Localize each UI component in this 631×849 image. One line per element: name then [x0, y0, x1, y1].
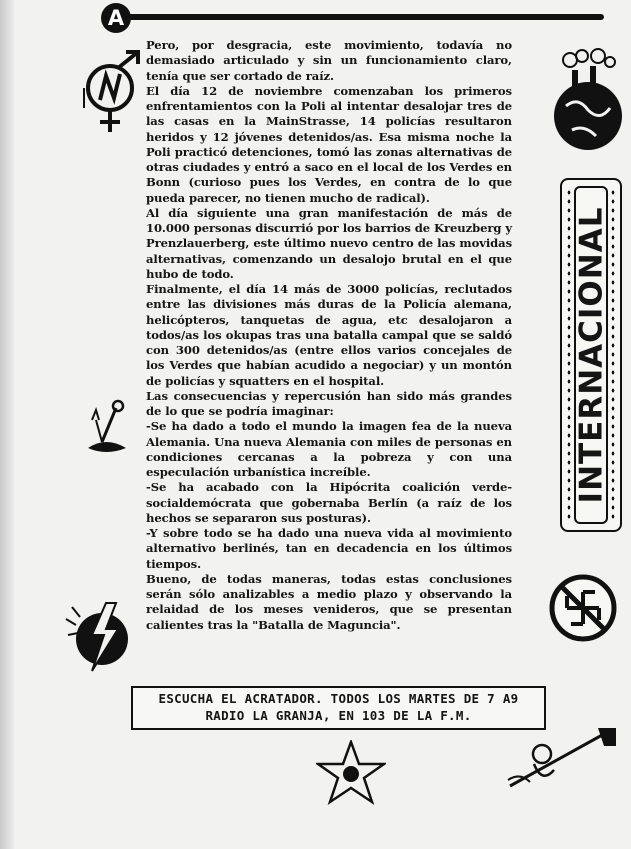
radio-notice-line-2: RADIO LA GRANJA, EN 103 DE LA F.M.	[205, 708, 472, 723]
star-icon	[316, 740, 386, 806]
banner-frame	[574, 186, 608, 524]
radio-notice-line-1: ESCUCHA EL ACRATADOR. TODOS LOS MARTES DE 7 A9	[158, 691, 519, 706]
article-paragraph: Pero, por desgracia, este movimiento, todavía no demasiado articulado y sin un funcionamiento claro, tenía que ser cortado de raíz.	[146, 38, 512, 83]
article-paragraph: Bueno, de todas maneras, todas estas conclusiones serán sólo analizables a medio plazo y observando la relaidad de los meses venideros, que se presentan calientes tras la "Batalla de Maguncia".	[146, 571, 512, 632]
banner-dots-right	[610, 188, 616, 522]
globe-factory-icon	[548, 46, 626, 156]
no-swastika-icon	[547, 572, 619, 644]
article-paragraph: El día 12 de noviembre comenzaban los primeros enfrentamientos con la Poli al intentar desalojar tres de las casas en la MainStrasse, 14 policías resultaron heridos y 12 jóvenes detenidos/as. Esa misma noche la Poli practicó detenciones, tomó las zonas alternativas de otras ciudades y entró a saco en el local de los Verdes en Bonn (curioso pues los Verdes, en contra de lo que pueda parecer, no tienen mucho de radical).	[146, 83, 512, 205]
article-paragraph: -Se ha dado a todo el mundo la imagen fea de la nueva Alemania. Una nueva Alemania con miles de personas en condiciones cercanas a la pobreza y con una especulación urbanística increíble.	[146, 419, 512, 479]
lightning-fist-icon	[62, 595, 132, 675]
flag-bearer-icon	[500, 724, 620, 794]
anarchy-a-icon: A	[101, 3, 131, 33]
banner-label: INTERNACIONAL	[573, 206, 609, 504]
article-paragraph: -Se ha acabado con la Hipócrita coalición verde-socialdemócrata que gobernaba Berlín (a raíz de los hechos se separaron sus posturas).	[146, 480, 512, 525]
dagger-candle-icon	[80, 398, 136, 460]
radio-notice	[131, 686, 546, 730]
anarcha-feminist-icon	[80, 48, 146, 138]
article-paragraph: Al día siguiente una gran manifestación de más de 10.000 personas discurrió por los barrios de Kreuzberg y Prenzlauerberg, este último nuevo centro de las movidas alternativas, comenzando un desalojo brutal en el que hubo de todo.	[146, 205, 512, 281]
article-paragraph: Finalmente, el día 14 más de 3000 policías, reclutados entre las divisiones más duras de la Policía alemana, helicópteros, tanquetas de agua, etc desalojaron a todos/as los okupas tras una batalla campal que se saldó con 300 detenidos/as (entre ellos varios concejales de los Verdes que habían acudido a negociar) y un montón de policías y squatters en el hospital.	[146, 282, 512, 388]
article-body	[146, 38, 512, 633]
banner-dots-left	[566, 188, 572, 522]
article-paragraph: -Y sobre todo se ha dado una nueva vida al movimiento alternativo berlinés, tan en decadencia en los últimos tiempos.	[146, 526, 512, 571]
side-banner	[560, 178, 622, 532]
page-edge	[0, 0, 14, 849]
article-paragraph: Las consecuencias y repercusión han sido más grandes de lo que se podría imaginar:	[146, 388, 512, 418]
header-rule	[126, 14, 604, 20]
